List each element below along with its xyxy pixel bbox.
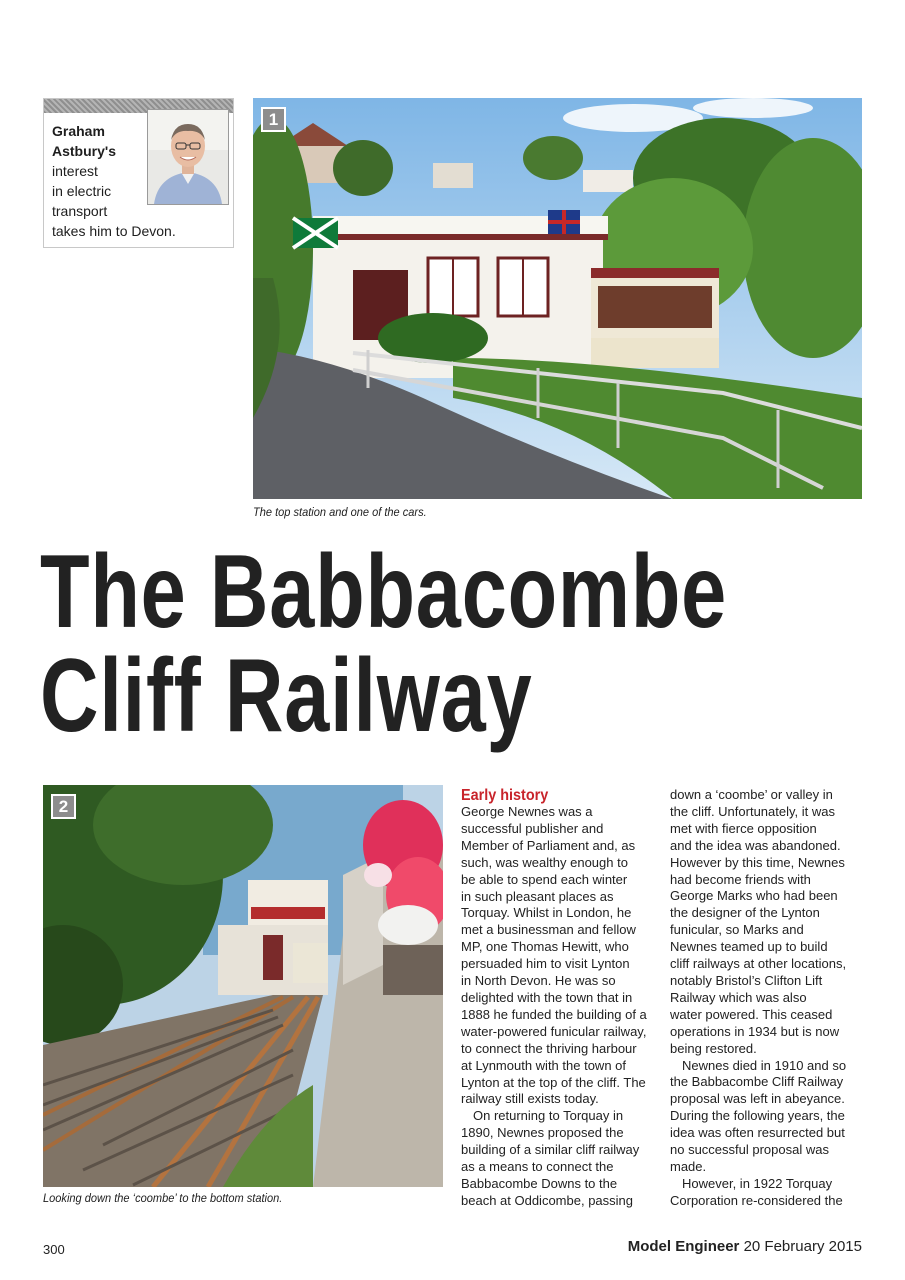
- headline-line1: The Babbacombe: [40, 534, 728, 650]
- article-text-line: delighted with the town that in: [461, 989, 633, 1005]
- article-text-line: made.: [670, 1158, 707, 1174]
- article-text-line: successful publisher and: [461, 820, 604, 836]
- article-text-line: Corporation re-considered the: [670, 1192, 843, 1208]
- article-text-line: cliff railways at other locations,: [670, 956, 847, 972]
- article-text-line: Newnes teamed up to build: [670, 939, 828, 955]
- article-text-line: 1888 he funded the building of a: [461, 1006, 647, 1022]
- article-text-line: railway still exists today.: [461, 1091, 599, 1107]
- article-text-line: no successful proposal was: [670, 1142, 829, 1158]
- author-text-line: takes him to Devon.: [52, 223, 176, 239]
- article-text-line: proposal was left in abeyance.: [670, 1091, 845, 1107]
- article-text-line: met with fierce opposition: [670, 820, 817, 836]
- article-column-1: [461, 787, 666, 1210]
- author-text-line: transport: [52, 203, 108, 219]
- page-number: 300: [43, 1242, 65, 1257]
- article-text-line: the designer of the Lynton: [670, 905, 820, 921]
- author-box: [43, 98, 234, 248]
- article-text-line: in such pleasant places as: [461, 888, 614, 904]
- article-column-2: [670, 787, 875, 1210]
- footer-magazine-date: [628, 1238, 862, 1255]
- photo-top-station: [253, 98, 862, 499]
- article-text-line: the Babbacombe Cliff Railway: [670, 1074, 844, 1090]
- photo2-caption: Looking down the ‘coombe’ to the bottom station.: [43, 1191, 283, 1205]
- coombe-track-image: [43, 785, 443, 1187]
- section-heading: Early history: [461, 787, 549, 804]
- top-station-image: [253, 98, 862, 499]
- headline-line2: Cliff Railway: [40, 638, 533, 754]
- article-text-line: in North Devon. He was so: [461, 973, 616, 989]
- article-text-line: at Lynmouth with the town of: [461, 1057, 627, 1073]
- article-text-line: Member of Parliament and, as: [461, 837, 636, 853]
- article-text-line: notably Bristol’s Clifton Lift: [670, 972, 823, 988]
- author-portrait: [147, 109, 229, 205]
- article-text-line: had become friends with: [670, 871, 811, 887]
- article-text-line: Torquay. Whilst in London, he: [461, 905, 632, 921]
- author-name-line2: Astbury's: [52, 143, 117, 159]
- article-text-line: building of a similar cliff railway: [461, 1142, 640, 1158]
- article-text-line: the cliff. Unfortunately, it was: [670, 803, 835, 819]
- photo-number-badge: 1: [261, 107, 286, 132]
- column-2-body: [670, 787, 875, 1210]
- author-text-line: interest: [52, 163, 98, 179]
- article-text-line: being restored.: [670, 1040, 757, 1056]
- article-text-line: as a means to connect the: [461, 1159, 614, 1175]
- author-name-line1: Graham: [52, 123, 105, 139]
- article-text-line: During the following years, the: [670, 1108, 845, 1124]
- author-portrait-image: [148, 110, 228, 204]
- article-text-line: However, in 1922 Torquay: [682, 1175, 833, 1191]
- article-text-line: idea was often resurrected but: [670, 1125, 845, 1141]
- issue-date: 20 February 2015: [743, 1238, 862, 1255]
- article-text-line: to connect the thriving harbour: [461, 1040, 637, 1056]
- article-text-line: However by this time, Newnes: [670, 854, 845, 870]
- article-text-line: beach at Oddicombe, passing: [461, 1192, 633, 1208]
- article-text-line: On returning to Torquay in: [473, 1108, 624, 1124]
- article-text-line: met a businessman and fellow: [461, 922, 636, 938]
- photo1-caption: The top station and one of the cars.: [253, 505, 427, 519]
- article-text-line: and the idea was abandoned.: [670, 837, 841, 853]
- photo-coombe-track: [43, 785, 443, 1187]
- article-text-line: Babbacombe Downs to the: [461, 1175, 618, 1191]
- article-headline: [40, 534, 870, 754]
- column-1-body: [461, 804, 666, 1210]
- article-text-line: Lynton at the top of the cliff. The: [461, 1074, 646, 1090]
- article-text-line: down a ‘coombe’ or valley in: [670, 787, 833, 802]
- photo-number-badge: 2: [51, 794, 76, 819]
- article-text-line: George Marks who had been: [670, 888, 838, 904]
- article-text-line: George Newnes was a: [461, 804, 593, 819]
- author-text-line: in electric: [52, 183, 112, 199]
- article-text-line: MP, one Thomas Hewitt, who: [461, 939, 629, 955]
- article-text-line: Newnes died in 1910 and so: [682, 1057, 847, 1073]
- article-text-line: persuaded him to visit Lynton: [461, 956, 630, 972]
- article-text-line: be able to spend each winter: [461, 871, 628, 887]
- magazine-name: Model Engineer: [627, 1238, 740, 1255]
- article-text-line: water-powered funicular railway,: [461, 1023, 647, 1039]
- article-text-line: such, was wealthy enough to: [461, 854, 628, 870]
- article-text-line: 1890, Newnes proposed the: [461, 1125, 624, 1141]
- article-text-line: funicular, so Marks and: [670, 922, 804, 938]
- article-text-line: water powered. This ceased: [670, 1006, 833, 1022]
- article-text-line: operations in 1934 but is now: [670, 1023, 840, 1039]
- article-text-line: Railway which was also: [670, 989, 807, 1005]
